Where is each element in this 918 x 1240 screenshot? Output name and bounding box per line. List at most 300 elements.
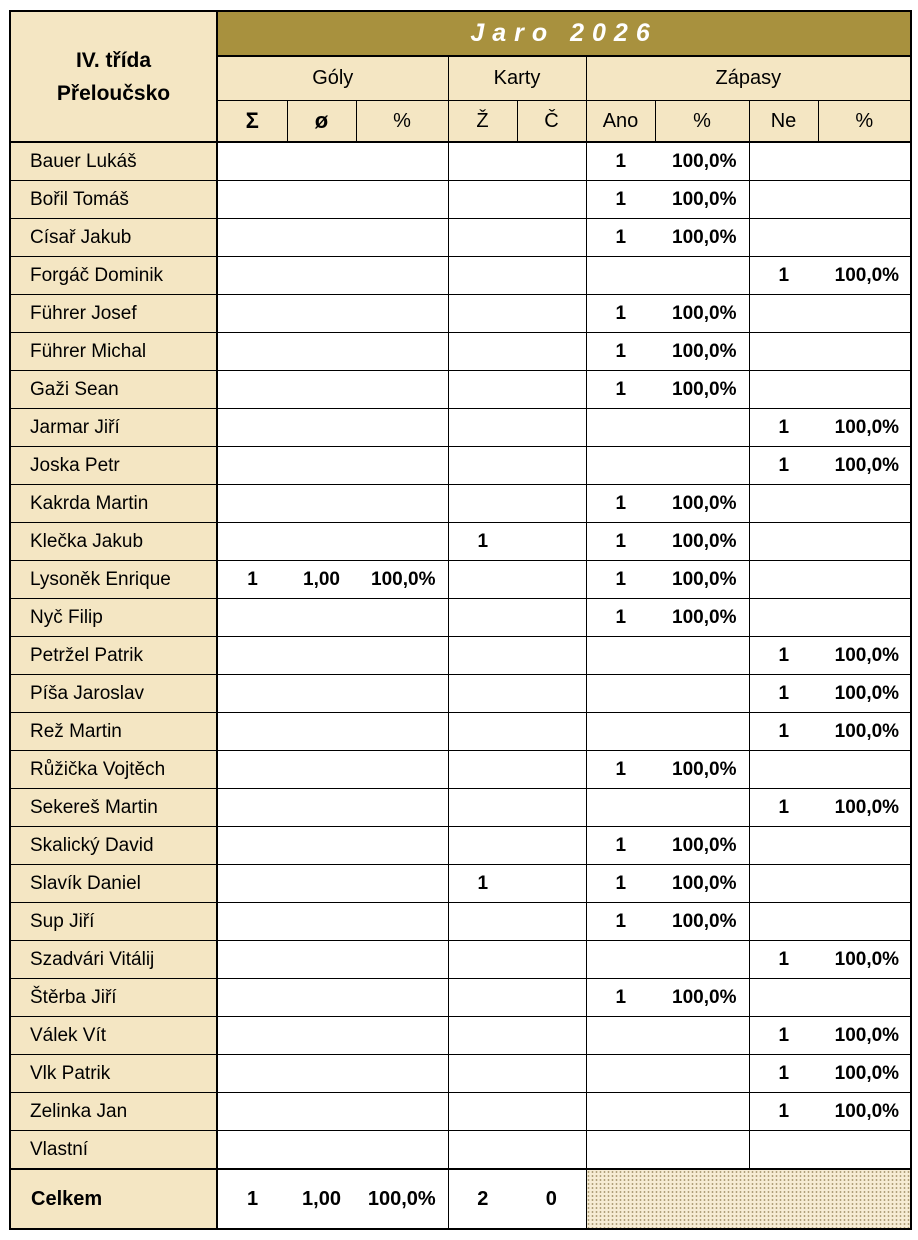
goals-pct-cell [356,941,448,979]
matches-yes-pct-cell [655,789,749,827]
matches-no-pct-cell: 100,0% [818,675,911,713]
matches-no-cell [749,865,818,903]
player-name: Forgáč Dominik [10,257,217,295]
yellow-cards-cell [448,751,517,789]
goals-sum-cell [217,675,287,713]
goals-sum-cell [217,751,287,789]
player-name: Szadvári Vitálij [10,941,217,979]
player-name: Rež Martin [10,713,217,751]
yellow-cards-cell [448,941,517,979]
goals-sum-cell [217,599,287,637]
matches-yes-pct-cell: 100,0% [655,523,749,561]
table-row [10,979,911,1017]
goals-avg-cell [287,181,356,219]
matches-no-pct-cell [818,979,911,1017]
goals-pct-cell [356,523,448,561]
total-row [10,1169,911,1229]
red-cards-cell [517,142,586,181]
red-cards-cell [517,333,586,371]
goals-pct-cell [356,485,448,523]
red-cards-cell [517,219,586,257]
goals-sum-cell [217,941,287,979]
goals-sum-cell [217,789,287,827]
matches-no-cell: 1 [749,637,818,675]
goals-pct-cell [356,979,448,1017]
matches-no-pct-cell: 100,0% [818,1017,911,1055]
matches-yes-cell [586,409,655,447]
matches-yes-cell: 1 [586,295,655,333]
player-name: Slavík Daniel [10,865,217,903]
red-cards-cell [517,1017,586,1055]
matches-no-cell [749,751,818,789]
yellow-cards-cell [448,142,517,181]
table-row [10,675,911,713]
goals-sum-cell [217,485,287,523]
goals-sum-cell [217,979,287,1017]
group-matches: Zápasy [586,56,911,101]
yellow-cards-cell [448,333,517,371]
yellow-cards-cell [448,219,517,257]
total-goals-avg: 1,00 [287,1169,356,1229]
red-cards-cell [517,599,586,637]
matches-no-pct-cell [818,561,911,599]
matches-yes-cell [586,1093,655,1131]
yellow-cards-cell [448,675,517,713]
red-cards-cell [517,485,586,523]
matches-no-cell [749,219,818,257]
matches-yes-cell: 1 [586,142,655,181]
table-row [10,865,911,903]
matches-no-pct-cell: 100,0% [818,409,911,447]
col-matches-yes-pct: % [655,101,749,143]
total-label: Celkem [10,1169,217,1229]
matches-yes-cell: 1 [586,485,655,523]
matches-yes-pct-cell: 100,0% [655,142,749,181]
goals-sum-cell [217,1055,287,1093]
table-row [10,371,911,409]
matches-no-pct-cell: 100,0% [818,789,911,827]
player-name: Skalický David [10,827,217,865]
matches-yes-pct-cell: 100,0% [655,295,749,333]
matches-yes-cell: 1 [586,599,655,637]
player-name: Zelinka Jan [10,1093,217,1131]
matches-yes-pct-cell: 100,0% [655,219,749,257]
matches-no-cell: 1 [749,409,818,447]
matches-no-cell [749,142,818,181]
matches-no-pct-cell [818,333,911,371]
goals-pct-cell [356,257,448,295]
matches-yes-pct-cell [655,713,749,751]
yellow-cards-cell: 1 [448,865,517,903]
matches-no-pct-cell [818,142,911,181]
matches-yes-cell [586,1017,655,1055]
matches-no-pct-cell: 100,0% [818,637,911,675]
goals-pct-cell [356,1055,448,1093]
goals-pct-cell [356,827,448,865]
matches-no-cell [749,485,818,523]
red-cards-cell [517,257,586,295]
matches-no-cell: 1 [749,1055,818,1093]
matches-yes-pct-cell: 100,0% [655,903,749,941]
goals-sum-cell [217,523,287,561]
yellow-cards-cell [448,485,517,523]
player-name: Führer Josef [10,295,217,333]
col-matches-no-pct: % [818,101,911,143]
player-name: Císař Jakub [10,219,217,257]
season-title: Jaro 2026 [217,11,911,56]
matches-no-pct-cell [818,751,911,789]
goals-avg-cell [287,257,356,295]
matches-yes-cell: 1 [586,751,655,789]
matches-yes-pct-cell [655,1017,749,1055]
player-name: Vlk Patrik [10,1055,217,1093]
matches-no-cell [749,979,818,1017]
red-cards-cell [517,1131,586,1170]
matches-no-cell: 1 [749,789,818,827]
col-matches-no: Ne [749,101,818,143]
yellow-cards-cell [448,599,517,637]
goals-avg-cell [287,295,356,333]
goals-pct-cell [356,371,448,409]
goals-pct-cell [356,599,448,637]
table-row [10,1055,911,1093]
table-row [10,219,911,257]
table-row [10,295,911,333]
yellow-cards-cell [448,1093,517,1131]
goals-avg-cell [287,1055,356,1093]
matches-no-cell: 1 [749,941,818,979]
goals-avg-cell [287,713,356,751]
goals-sum-cell [217,865,287,903]
matches-yes-pct-cell: 100,0% [655,979,749,1017]
matches-yes-cell [586,637,655,675]
col-goals-pct: % [356,101,448,143]
goals-avg-cell: 1,00 [287,561,356,599]
goals-sum-cell [217,333,287,371]
matches-no-cell: 1 [749,1093,818,1131]
matches-yes-pct-cell [655,1055,749,1093]
player-name: Bořil Tomáš [10,181,217,219]
yellow-cards-cell [448,1017,517,1055]
table-row [10,1093,911,1131]
matches-yes-pct-cell: 100,0% [655,827,749,865]
goals-pct-cell [356,789,448,827]
goals-sum-cell: 1 [217,561,287,599]
table-row [10,181,911,219]
matches-yes-pct-cell: 100,0% [655,751,749,789]
matches-no-cell: 1 [749,713,818,751]
goals-sum-cell [217,1093,287,1131]
yellow-cards-cell [448,789,517,827]
goals-pct-cell [356,181,448,219]
matches-no-pct-cell: 100,0% [818,941,911,979]
matches-yes-pct-cell [655,637,749,675]
matches-yes-pct-cell: 100,0% [655,181,749,219]
red-cards-cell [517,751,586,789]
goals-pct-cell [356,1131,448,1170]
matches-no-cell [749,561,818,599]
yellow-cards-cell [448,1131,517,1170]
total-goals-sum: 1 [217,1169,287,1229]
goals-avg-cell [287,142,356,181]
matches-no-cell [749,295,818,333]
matches-yes-cell [586,447,655,485]
player-name: Nyč Filip [10,599,217,637]
goals-pct-cell [356,142,448,181]
matches-yes-cell: 1 [586,371,655,409]
player-name: Sekereš Martin [10,789,217,827]
matches-no-pct-cell [818,903,911,941]
goals-pct-cell [356,333,448,371]
goals-pct-cell [356,637,448,675]
table-row [10,941,911,979]
red-cards-cell [517,295,586,333]
club-region: Přeloučsko [56,81,171,105]
table-row [10,713,911,751]
player-name: Vlastní [10,1131,217,1170]
goals-avg-cell [287,409,356,447]
red-cards-cell [517,447,586,485]
table-row [10,827,911,865]
yellow-cards-cell [448,903,517,941]
matches-no-cell [749,181,818,219]
matches-yes-cell: 1 [586,181,655,219]
yellow-cards-cell: 1 [448,523,517,561]
red-cards-cell [517,181,586,219]
matches-no-cell [749,371,818,409]
player-name: Klečka Jakub [10,523,217,561]
col-goals-sum: Σ [217,101,287,143]
player-stats-table [9,10,912,1230]
col-red-cards: Č [517,101,586,143]
matches-no-pct-cell [818,219,911,257]
table-row [10,409,911,447]
red-cards-cell [517,789,586,827]
matches-no-cell: 1 [749,1017,818,1055]
goals-avg-cell [287,751,356,789]
goals-pct-cell: 100,0% [356,561,448,599]
goals-avg-cell [287,1131,356,1170]
table-row [10,447,911,485]
matches-yes-pct-cell: 100,0% [655,333,749,371]
yellow-cards-cell [448,371,517,409]
matches-no-pct-cell [818,181,911,219]
goals-pct-cell [356,447,448,485]
goals-avg-cell [287,523,356,561]
matches-no-pct-cell [818,523,911,561]
matches-yes-pct-cell: 100,0% [655,371,749,409]
yellow-cards-cell [448,409,517,447]
col-goals-avg: ø [287,101,356,143]
goals-sum-cell [217,637,287,675]
total-matches-filler [586,1169,911,1229]
goals-avg-cell [287,1093,356,1131]
goals-sum-cell [217,713,287,751]
group-cards: Karty [448,56,586,101]
matches-no-cell [749,903,818,941]
goals-sum-cell [217,447,287,485]
goals-avg-cell [287,599,356,637]
club-division: IV. třída [75,48,152,72]
table-row [10,333,911,371]
goals-pct-cell [356,219,448,257]
goals-sum-cell [217,219,287,257]
matches-no-pct-cell: 100,0% [818,257,911,295]
matches-yes-cell: 1 [586,865,655,903]
red-cards-cell [517,713,586,751]
matches-no-cell: 1 [749,447,818,485]
player-name: Lysoněk Enrique [10,561,217,599]
matches-no-cell [749,523,818,561]
goals-avg-cell [287,979,356,1017]
col-yellow-cards: Ž [448,101,517,143]
matches-yes-pct-cell: 100,0% [655,485,749,523]
goals-sum-cell [217,257,287,295]
red-cards-cell [517,979,586,1017]
matches-no-pct-cell: 100,0% [818,713,911,751]
red-cards-cell [517,903,586,941]
goals-pct-cell [356,751,448,789]
table-row [10,789,911,827]
table-row [10,257,911,295]
player-name: Jarmar Jiří [10,409,217,447]
goals-pct-cell [356,713,448,751]
table-row [10,1017,911,1055]
goals-avg-cell [287,865,356,903]
red-cards-cell [517,561,586,599]
goals-avg-cell [287,675,356,713]
matches-yes-cell: 1 [586,333,655,371]
total-yellow-cards: 2 [448,1169,517,1229]
matches-no-cell: 1 [749,257,818,295]
yellow-cards-cell [448,1055,517,1093]
matches-yes-cell: 1 [586,523,655,561]
player-name: Válek Vít [10,1017,217,1055]
matches-no-pct-cell: 100,0% [818,1093,911,1131]
player-name: Sup Jiří [10,903,217,941]
matches-yes-cell: 1 [586,219,655,257]
player-name: Joska Petr [10,447,217,485]
yellow-cards-cell [448,295,517,333]
goals-avg-cell [287,1017,356,1055]
table-row [10,142,911,181]
yellow-cards-cell [448,637,517,675]
red-cards-cell [517,1093,586,1131]
yellow-cards-cell [448,447,517,485]
goals-avg-cell [287,333,356,371]
matches-yes-cell [586,713,655,751]
yellow-cards-cell [448,561,517,599]
matches-yes-pct-cell [655,409,749,447]
goals-sum-cell [217,181,287,219]
goals-sum-cell [217,903,287,941]
goals-pct-cell [356,409,448,447]
goals-sum-cell [217,142,287,181]
goals-avg-cell [287,941,356,979]
player-name: Gaži Sean [10,371,217,409]
matches-yes-pct-cell [655,675,749,713]
goals-pct-cell [356,1093,448,1131]
col-matches-yes: Ano [586,101,655,143]
matches-no-pct-cell: 100,0% [818,447,911,485]
matches-no-pct-cell: 100,0% [818,1055,911,1093]
table-row [10,523,911,561]
matches-no-pct-cell [818,865,911,903]
goals-sum-cell [217,1131,287,1170]
player-name: Führer Michal [10,333,217,371]
player-name: Píša Jaroslav [10,675,217,713]
red-cards-cell [517,409,586,447]
goals-avg-cell [287,371,356,409]
red-cards-cell [517,865,586,903]
red-cards-cell [517,637,586,675]
table-row [10,903,911,941]
matches-yes-cell: 1 [586,561,655,599]
red-cards-cell [517,827,586,865]
goals-sum-cell [217,1017,287,1055]
matches-no-pct-cell [818,827,911,865]
matches-yes-cell [586,1131,655,1170]
goals-avg-cell [287,903,356,941]
yellow-cards-cell [448,713,517,751]
matches-no-cell: 1 [749,675,818,713]
matches-yes-cell: 1 [586,827,655,865]
matches-yes-pct-cell: 100,0% [655,599,749,637]
matches-yes-cell: 1 [586,903,655,941]
player-name: Růžička Vojtěch [10,751,217,789]
matches-yes-pct-cell [655,1093,749,1131]
matches-yes-cell [586,941,655,979]
matches-no-cell [749,1131,818,1170]
matches-no-pct-cell [818,599,911,637]
matches-yes-pct-cell [655,941,749,979]
goals-avg-cell [287,789,356,827]
matches-no-pct-cell [818,485,911,523]
matches-yes-cell [586,257,655,295]
red-cards-cell [517,1055,586,1093]
group-goals: Góly [217,56,448,101]
matches-no-pct-cell [818,295,911,333]
matches-yes-cell [586,1055,655,1093]
matches-no-cell [749,599,818,637]
table-row [10,599,911,637]
total-red-cards: 0 [517,1169,586,1229]
matches-no-cell [749,827,818,865]
red-cards-cell [517,523,586,561]
matches-no-pct-cell [818,1131,911,1170]
goals-sum-cell [217,409,287,447]
table-row [10,751,911,789]
goals-pct-cell [356,1017,448,1055]
yellow-cards-cell [448,257,517,295]
yellow-cards-cell [448,181,517,219]
player-name: Bauer Lukáš [10,142,217,181]
player-name: Kakrda Martin [10,485,217,523]
red-cards-cell [517,371,586,409]
red-cards-cell [517,941,586,979]
table-row [10,561,911,599]
matches-yes-pct-cell [655,447,749,485]
goals-sum-cell [217,371,287,409]
matches-yes-cell [586,675,655,713]
matches-no-pct-cell [818,371,911,409]
goals-avg-cell [287,637,356,675]
goals-avg-cell [287,219,356,257]
yellow-cards-cell [448,827,517,865]
table-row [10,637,911,675]
club-header [10,11,217,142]
player-name: Petržel Patrik [10,637,217,675]
